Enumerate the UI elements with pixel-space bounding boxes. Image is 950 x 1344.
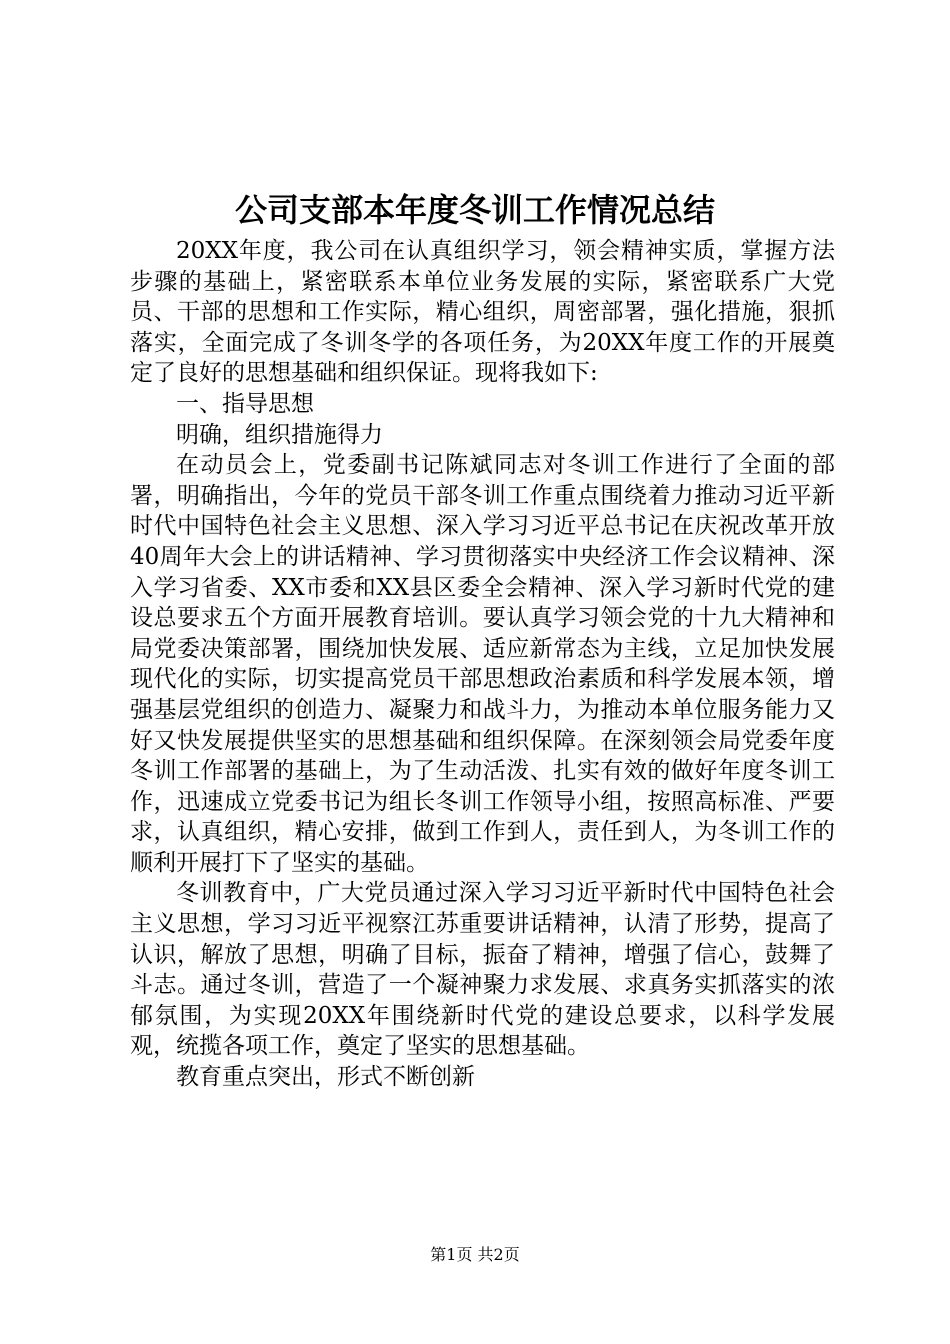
paragraph: 冬训教育中，广大党员通过深入学习习近平新时代中国特色社会主义思想，学习习近平视察江苏重要讲话精神，认清了形势，提高了认识，解放了思想，明确了目标，振奋了精神，增强了信心，鼓舞了斗志。通过冬训，营造了一个凝神聚力求发展、求真务实抓落实的浓郁氛围，为实现20XX年围绕新时代党的建设总要求，以科学发展观，统揽各项工作，奠定了坚实的思想基础。 xyxy=(130,880,835,1060)
document-title: 公司支部本年度冬训工作情况总结 xyxy=(234,191,715,229)
document-body xyxy=(130,236,835,1093)
section-heading: 明确，组织措施得力 xyxy=(176,421,383,448)
page-number-footer: 第1页 共2页 xyxy=(430,1245,520,1264)
section-heading: 教育重点突出，形式不断创新 xyxy=(176,1064,475,1091)
paragraph: 在动员会上，党委副书记陈斌同志对冬训工作进行了全面的部署，明确指出，今年的党员干部冬训工作重点围绕着力推动习近平新时代中国特色社会主义思想、深入学习习近平总书记在庆祝改革开放40周年大会上的讲话精神、学习贯彻落实中央经济工作会议精神、深入学习省委、XX市委和XX县区委全会精神、深入学习新时代党的建设总要求五个方面开展教育培训。要认真学习领会党的十九大精神和局党委决策部署，围绕加快发展、适应新常态为主线，立足加快发展现代化的实际，切实提高党员干部思想政治素质和科学发展本领，增强基层党组织的创造力、凝聚力和战斗力，为推动本单位服务能力又好又快发展提供坚实的思想基础和组织保障。在深刻领会局党委年度冬训工作部署的基础上，为了生动活泼、扎实有效的做好年度冬训工作，迅速成立党委书记为组长冬训工作领导小组，按照高标准、严要求，认真组织，精心安排，做到工作到人，责任到人，为冬训工作的顺利开展打下了坚实的基础。 xyxy=(130,452,835,876)
section-heading: 一、指导思想 xyxy=(176,390,314,417)
paragraph: 20XX年度，我公司在认真组织学习，领会精神实质，掌握方法步骤的基础上，紧密联系本单位业务发展的实际，紧密联系广大党员、干部的思想和工作实际，精心组织，周密部署，强化措施，狠抓落实，全面完成了冬训冬学的各项任务，为20XX年度工作的开展奠定了良好的思想基础和组织保证。现将我如下: xyxy=(130,238,835,387)
